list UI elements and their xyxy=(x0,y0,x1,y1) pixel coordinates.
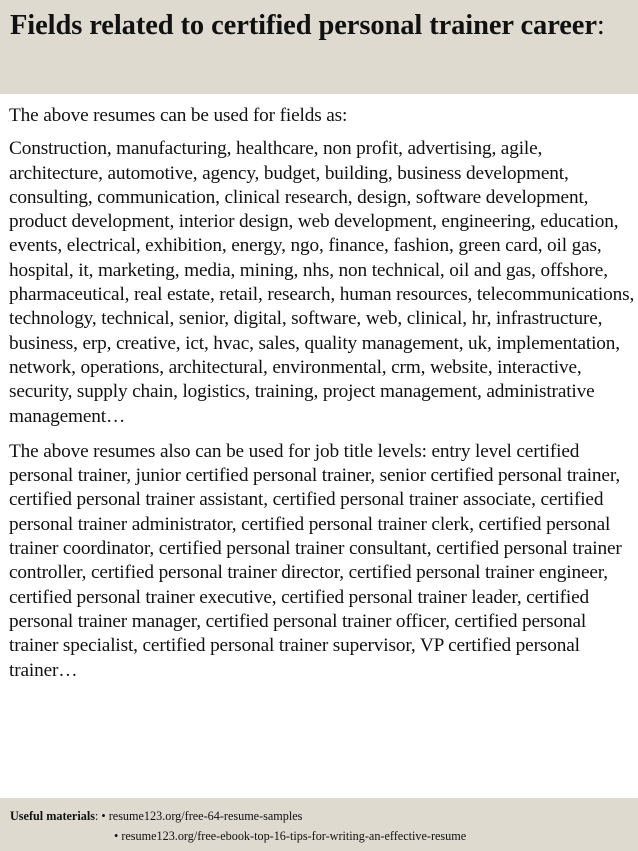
page-title-text: Fields related to certified personal trainer career xyxy=(10,10,597,41)
useful-materials-label: Useful materials xyxy=(10,809,95,823)
ebook-tips-link[interactable]: • resume123.org/free-ebook-top-16-tips-for-writing-an-effective-resume xyxy=(114,829,467,843)
footer-row-2 xyxy=(114,828,466,844)
intro-paragraph: The above resumes can be used for fields as: xyxy=(9,105,348,126)
page-title-colon: : xyxy=(596,10,605,41)
resume-samples-link[interactable]: • resume123.org/free-64-resume-samples xyxy=(101,809,303,823)
useful-materials-footer xyxy=(0,798,638,851)
fields-paragraph: Construction, manufacturing, healthcare, non profit, advertising, agile, architecture, automotive, agency, budget, building, business development, consulting, communication, clinical research, design, software development, product development, interior design, web development, engineering, education, events, electrical, exhibition, energy, ngo, finance, fashion, green card, oil gas, hospital, it, marketing, media, mining, nhs, non technical, oil and gas, offshore, pharmaceutical, real estate, retail, research, human resources, telecommunications, technology, technical, senior, digital, software, web, clinical, hr, infrastructure, business, erp, creative, ict, hvac, sales, quality management, uk, implementation, network, operations, architectural, environmental, crm, website, interactive, security, supply chain, logistics, training, project management, administrative management… xyxy=(9,138,635,427)
main-content xyxy=(9,104,635,683)
footer-row-1 xyxy=(10,808,302,824)
title-banner xyxy=(0,0,638,94)
page-title xyxy=(10,5,630,47)
job-levels-paragraph: The above resumes also can be used for job title levels: entry level certified personal trainer, junior certified personal trainer, senior certified personal trainer, certified personal trainer assistant, certified personal trainer associate, certified personal trainer administrator, certified personal trainer clerk, certified personal trainer coordinator, certified personal trainer consultant, certified personal trainer controller, certified personal trainer director, certified personal trainer engineer, certified personal trainer executive, certified personal trainer leader, certified personal trainer manager, certified personal trainer officer, certified personal trainer specialist, certified personal trainer supervisor, VP certified personal trainer… xyxy=(9,440,622,681)
useful-materials-separator: : xyxy=(94,809,102,823)
